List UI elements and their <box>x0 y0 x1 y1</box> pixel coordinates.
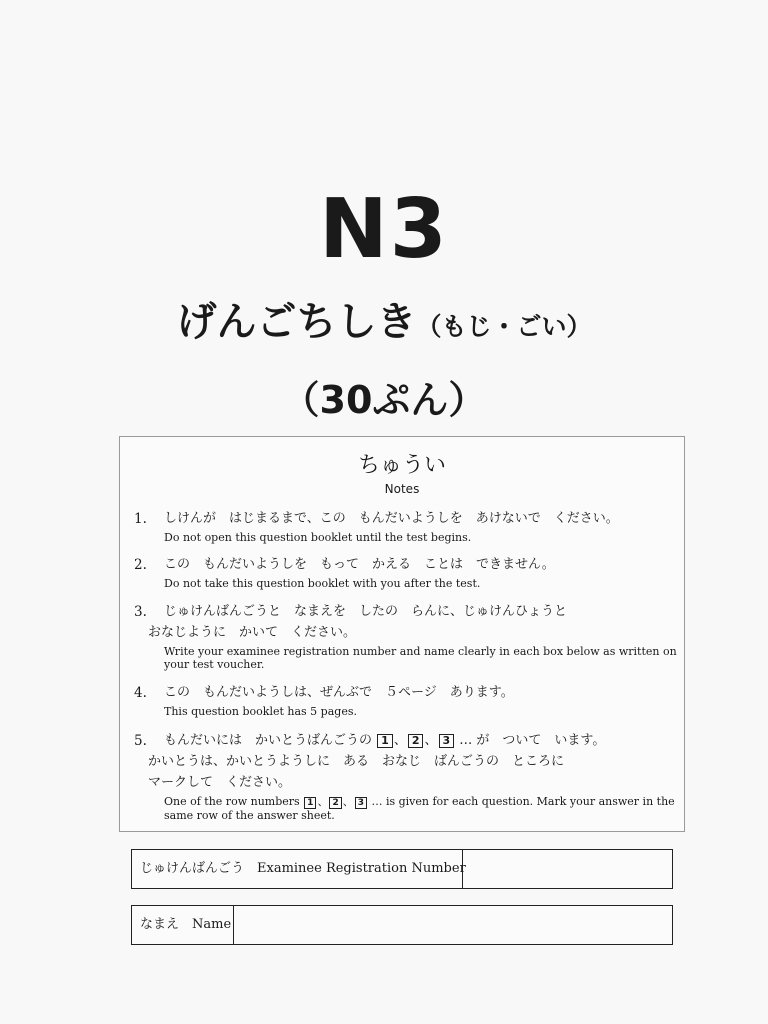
separator: 、 <box>342 795 354 808</box>
subject-parenthetical: （もじ・ごい） <box>416 312 592 341</box>
row-number-box: 2 <box>329 797 341 809</box>
exam-level: N3 <box>319 182 449 277</box>
note-japanese: じゅけんばんごうと なまえを したの らんに、じゅけんひょうと <box>164 604 568 619</box>
note-english <box>164 795 679 822</box>
note-english: Do not take this question booklet with you after the test. <box>164 577 481 590</box>
note-number: 1. <box>134 511 147 527</box>
note-english-post: … is given for each question. Mark your answer in the same row of the answer sheet. <box>164 795 675 822</box>
note-japanese: この もんだいようしを もって かえる ことは できません。 <box>164 557 555 572</box>
note-english: This question booklet has 5 pages. <box>164 705 357 718</box>
name-field <box>131 905 673 945</box>
subject-title: げんごちしき <box>176 299 417 345</box>
registration-number-input[interactable] <box>463 850 672 888</box>
note-number: 3. <box>134 604 147 620</box>
name-label: なまえ Name <box>132 906 234 944</box>
notes-title: ちゅうい <box>357 453 446 478</box>
note-japanese: しけんが はじまるまで、この もんだいようしを あけないで ください。 <box>164 511 619 526</box>
separator: 、 <box>317 795 329 808</box>
note-number: 4. <box>134 685 147 701</box>
registration-number-field <box>131 849 673 889</box>
row-number-box: 3 <box>355 797 367 809</box>
exam-duration: （30ぷん） <box>281 378 487 422</box>
row-number-box: 1 <box>304 797 316 809</box>
separator: 、 <box>424 733 438 748</box>
note-number: 2. <box>134 557 147 573</box>
note-japanese-line2: かいとうは、かいとうようしに ある おなじ ばんごうの ところに <box>148 754 565 769</box>
row-number-box: 2 <box>408 734 424 748</box>
row-number-box: 3 <box>439 734 455 748</box>
row-number-box: 1 <box>377 734 393 748</box>
note-japanese-post: … が ついて います。 <box>459 733 606 748</box>
separator: 、 <box>393 733 407 748</box>
note-japanese <box>164 731 605 751</box>
note-number: 5. <box>134 733 147 749</box>
registration-number-label: じゅけんばんごう Examinee Registration Number <box>132 850 463 888</box>
note-english: Write your examinee registration number and name clearly in each box below as written on your test voucher. <box>164 645 677 671</box>
exam-subject <box>0 292 768 357</box>
note-english: Do not open this question booklet until the test begins. <box>164 531 472 544</box>
note-english-pre: One of the row numbers <box>164 795 300 808</box>
notes-subtitle: Notes <box>384 482 420 496</box>
note-japanese-line3: マークして ください。 <box>148 775 292 790</box>
name-input[interactable] <box>234 906 672 944</box>
note-japanese-pre: もんだいには かいとうばんごうの <box>164 733 373 748</box>
notes-box <box>119 436 685 832</box>
note-japanese: この もんだいようしは、ぜんぶで ５ページ あります。 <box>164 685 514 700</box>
note-japanese-line2: おなじように かいて ください。 <box>148 625 357 640</box>
